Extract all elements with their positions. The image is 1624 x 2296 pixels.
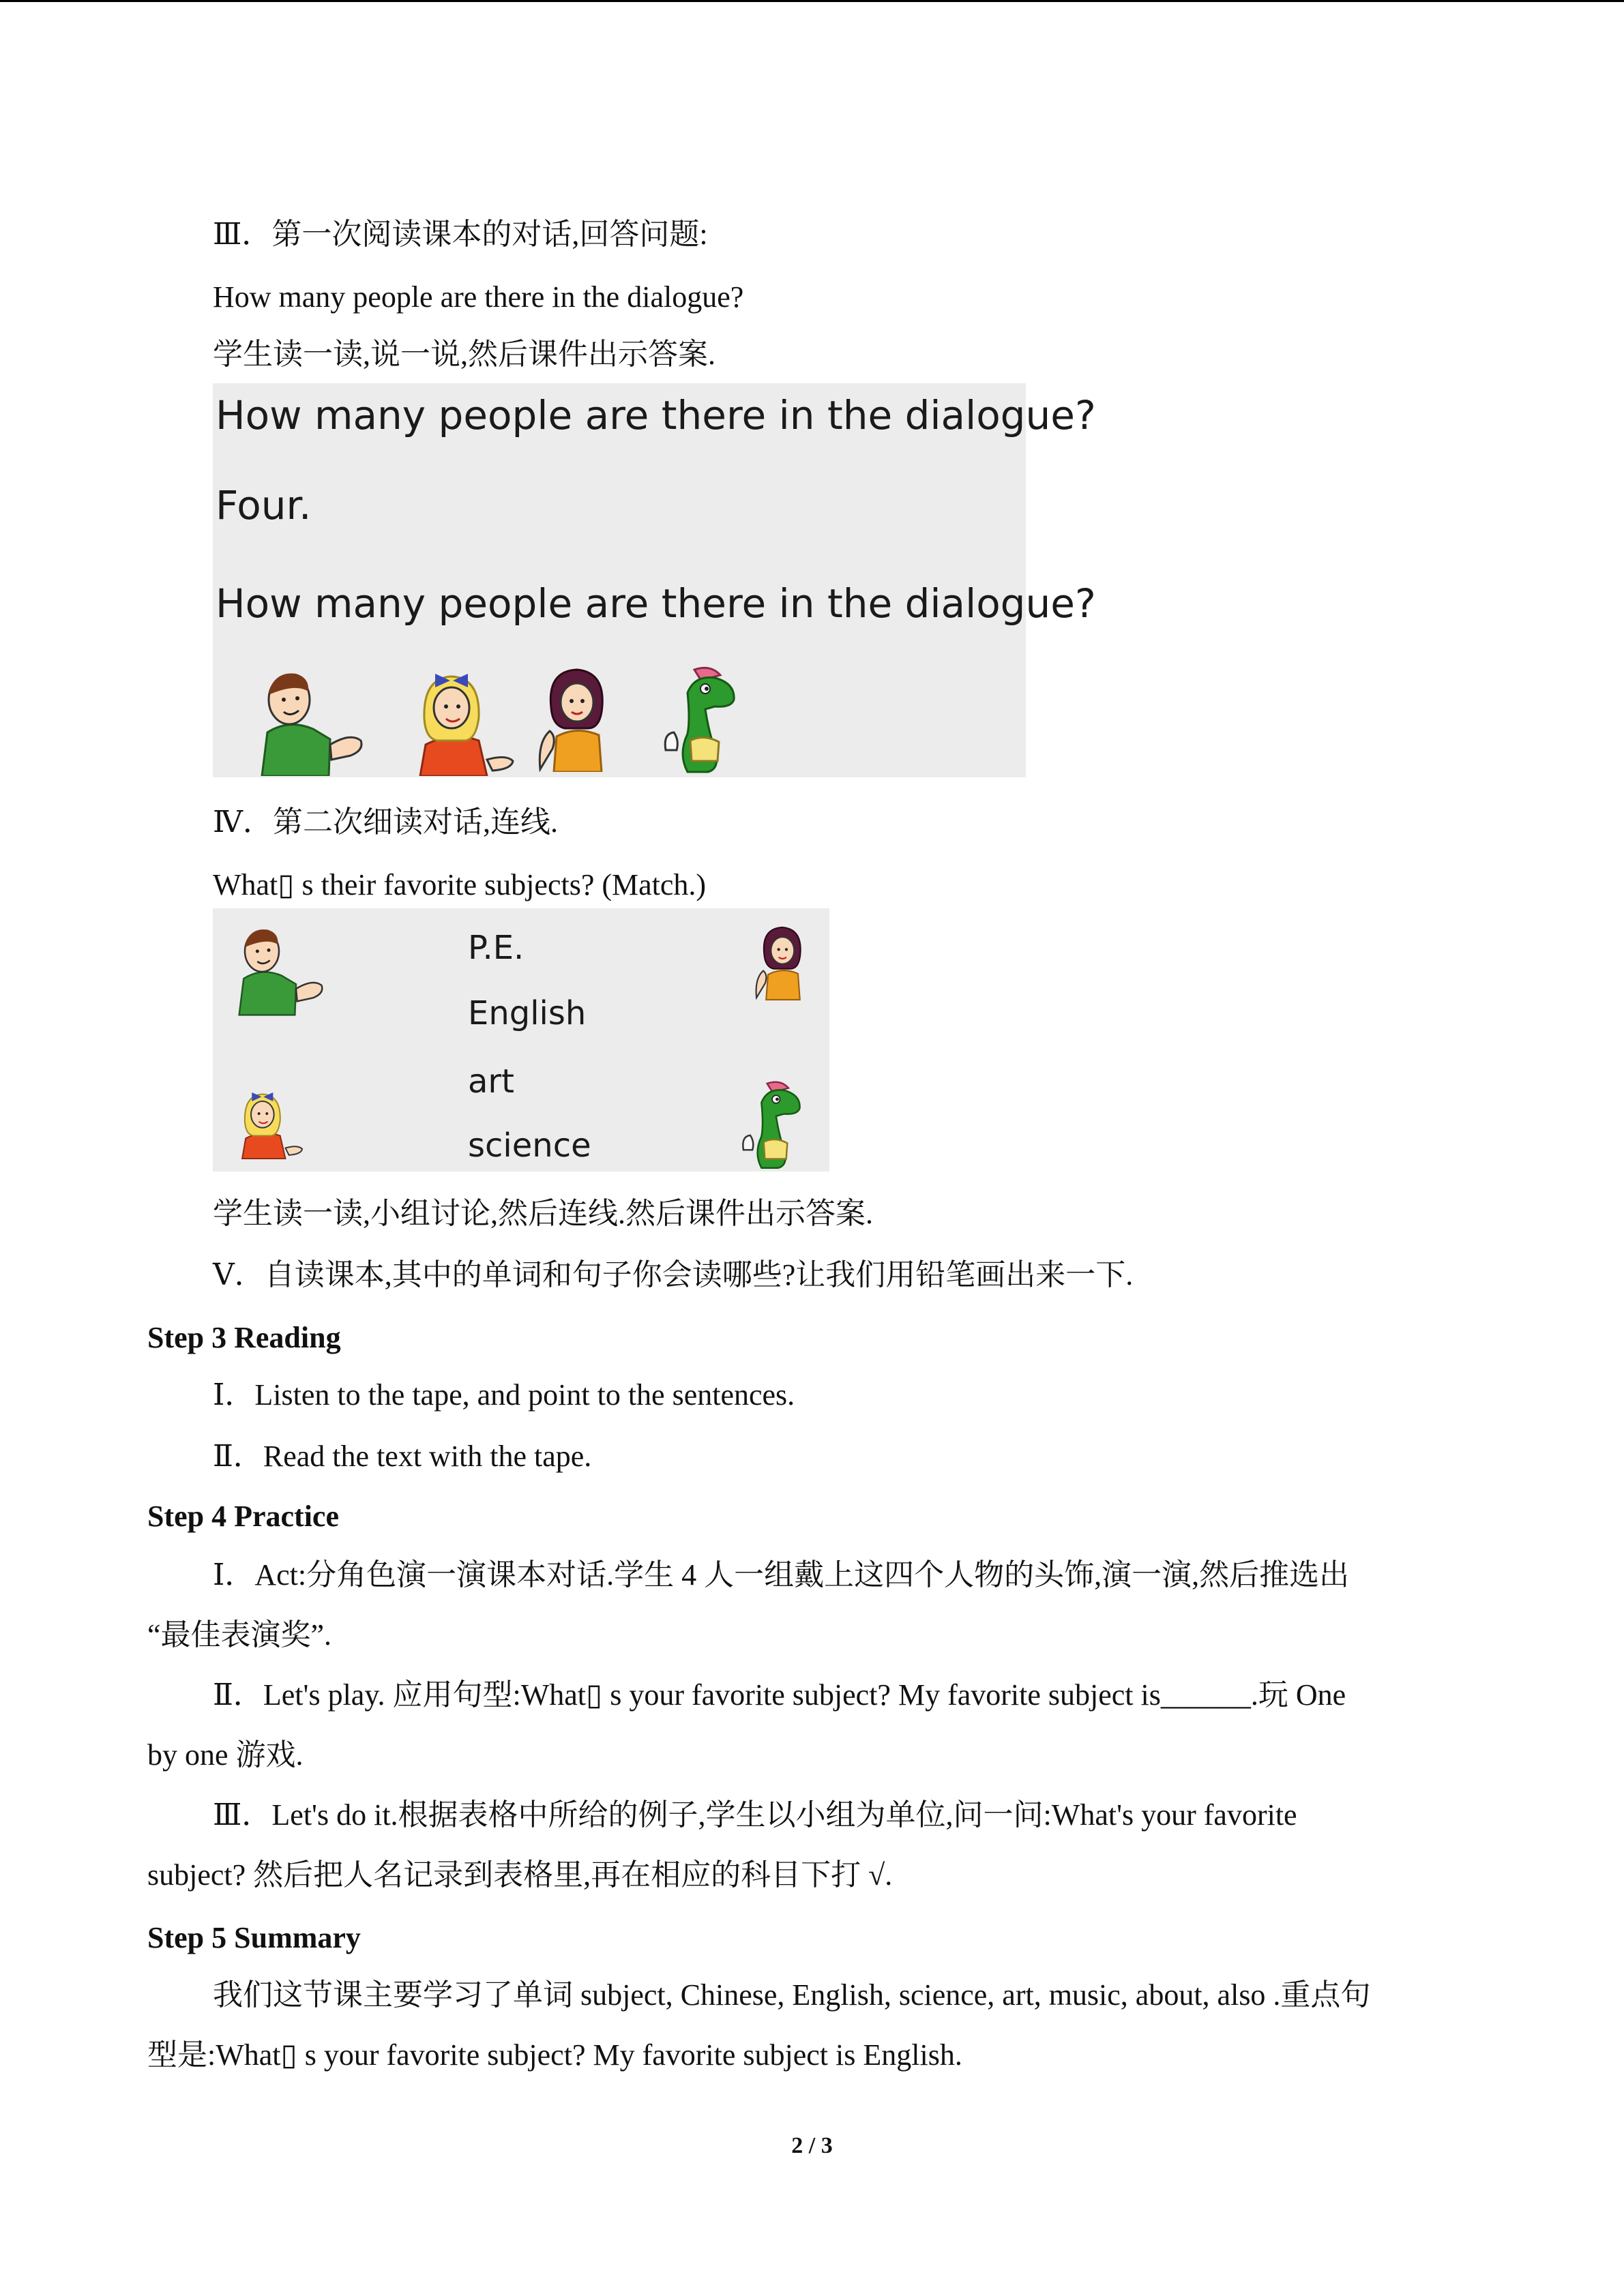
subject-science: science	[468, 1127, 591, 1165]
slide-question: How many people are there in the dialogue?	[216, 392, 1096, 438]
page-number: 2 / 3	[791, 2133, 833, 2158]
question-line: How many people are there in the dialogue?	[213, 280, 744, 314]
section-iv-heading: Ⅳ．第二次细读对话,连线.	[213, 805, 558, 839]
subject-art: art	[468, 1062, 514, 1101]
step-4-heading: Step 4 Practice	[147, 1500, 339, 1533]
page-top-border	[0, 0, 1624, 2]
dinosaur-character-icon	[660, 666, 749, 775]
match-dark-hair-girl-icon	[752, 916, 814, 1004]
step-4-item-2-cont: by one 游戏.	[147, 1738, 304, 1772]
step-4-item-3: Ⅲ．Let's do it.根据表格中所给的例子,学生以小组为单位,问一问:What's your favorite	[213, 1798, 1297, 1832]
slide-answer: Four.	[216, 482, 312, 528]
step-5-heading: Step 5 Summary	[147, 1921, 361, 1954]
match-instruction-line: 学生读一读,小组讨论,然后连线.然后课件出示答案.	[213, 1197, 873, 1230]
boy-character-icon	[248, 664, 371, 776]
dark-hair-girl-character-icon	[533, 660, 622, 772]
slide-match-subjects	[213, 908, 829, 1172]
step-4-item-1: Ⅰ．Act:分角色演一演课本对话.学生 4 人一组戴上这四个人物的头饰,演一演,然后推选出	[213, 1558, 1350, 1592]
match-boy-icon	[228, 921, 330, 1016]
subject-english: English	[468, 994, 587, 1032]
match-question-line: What▯ s their favorite subjects? (Match.)	[213, 868, 707, 901]
slide-dialogue-question	[213, 383, 1096, 777]
instruction-line: 学生读一读,说一说,然后课件出示答案.	[213, 338, 715, 371]
subject-pe: P.E.	[468, 929, 525, 967]
match-dinosaur-icon	[738, 1080, 813, 1170]
slide-question-repeat: How many people are there in the dialogue?	[216, 580, 1096, 627]
step-3-item-2: Ⅱ．Read the text with the tape.	[213, 1440, 592, 1473]
section-v-line: Ⅴ．自读课本,其中的单词和句子你会读哪些?让我们用铅笔画出来一下.	[213, 1258, 1134, 1292]
summary-line-1: 我们这节课主要学习了单词 subject, Chinese, English, science, art, music, about, also .重点句	[213, 1978, 1371, 2012]
summary-line-2: 型是:What▯ s your favorite subject? My favorite subject is English.	[147, 2038, 962, 2072]
step-3-heading: Step 3 Reading	[147, 1321, 341, 1354]
blonde-girl-character-icon	[411, 664, 527, 776]
step-4-item-2: Ⅱ．Let's play. 应用句型:What▯ s your favorite subject? My favorite subject is______.玩 One	[213, 1678, 1346, 1712]
step-4-item-1-cont: “最佳表演奖”.	[147, 1618, 332, 1652]
match-blonde-girl-icon	[236, 1075, 311, 1170]
section-iii-heading: Ⅲ．第一次阅读课本的对话,回答问题:	[213, 218, 708, 251]
step-4-item-3-cont: subject? 然后把人名记录到表格里,再在相应的科目下打 √.	[147, 1858, 893, 1892]
step-3-item-1: Ⅰ．Listen to the tape, and point to the sentences.	[213, 1378, 795, 1412]
